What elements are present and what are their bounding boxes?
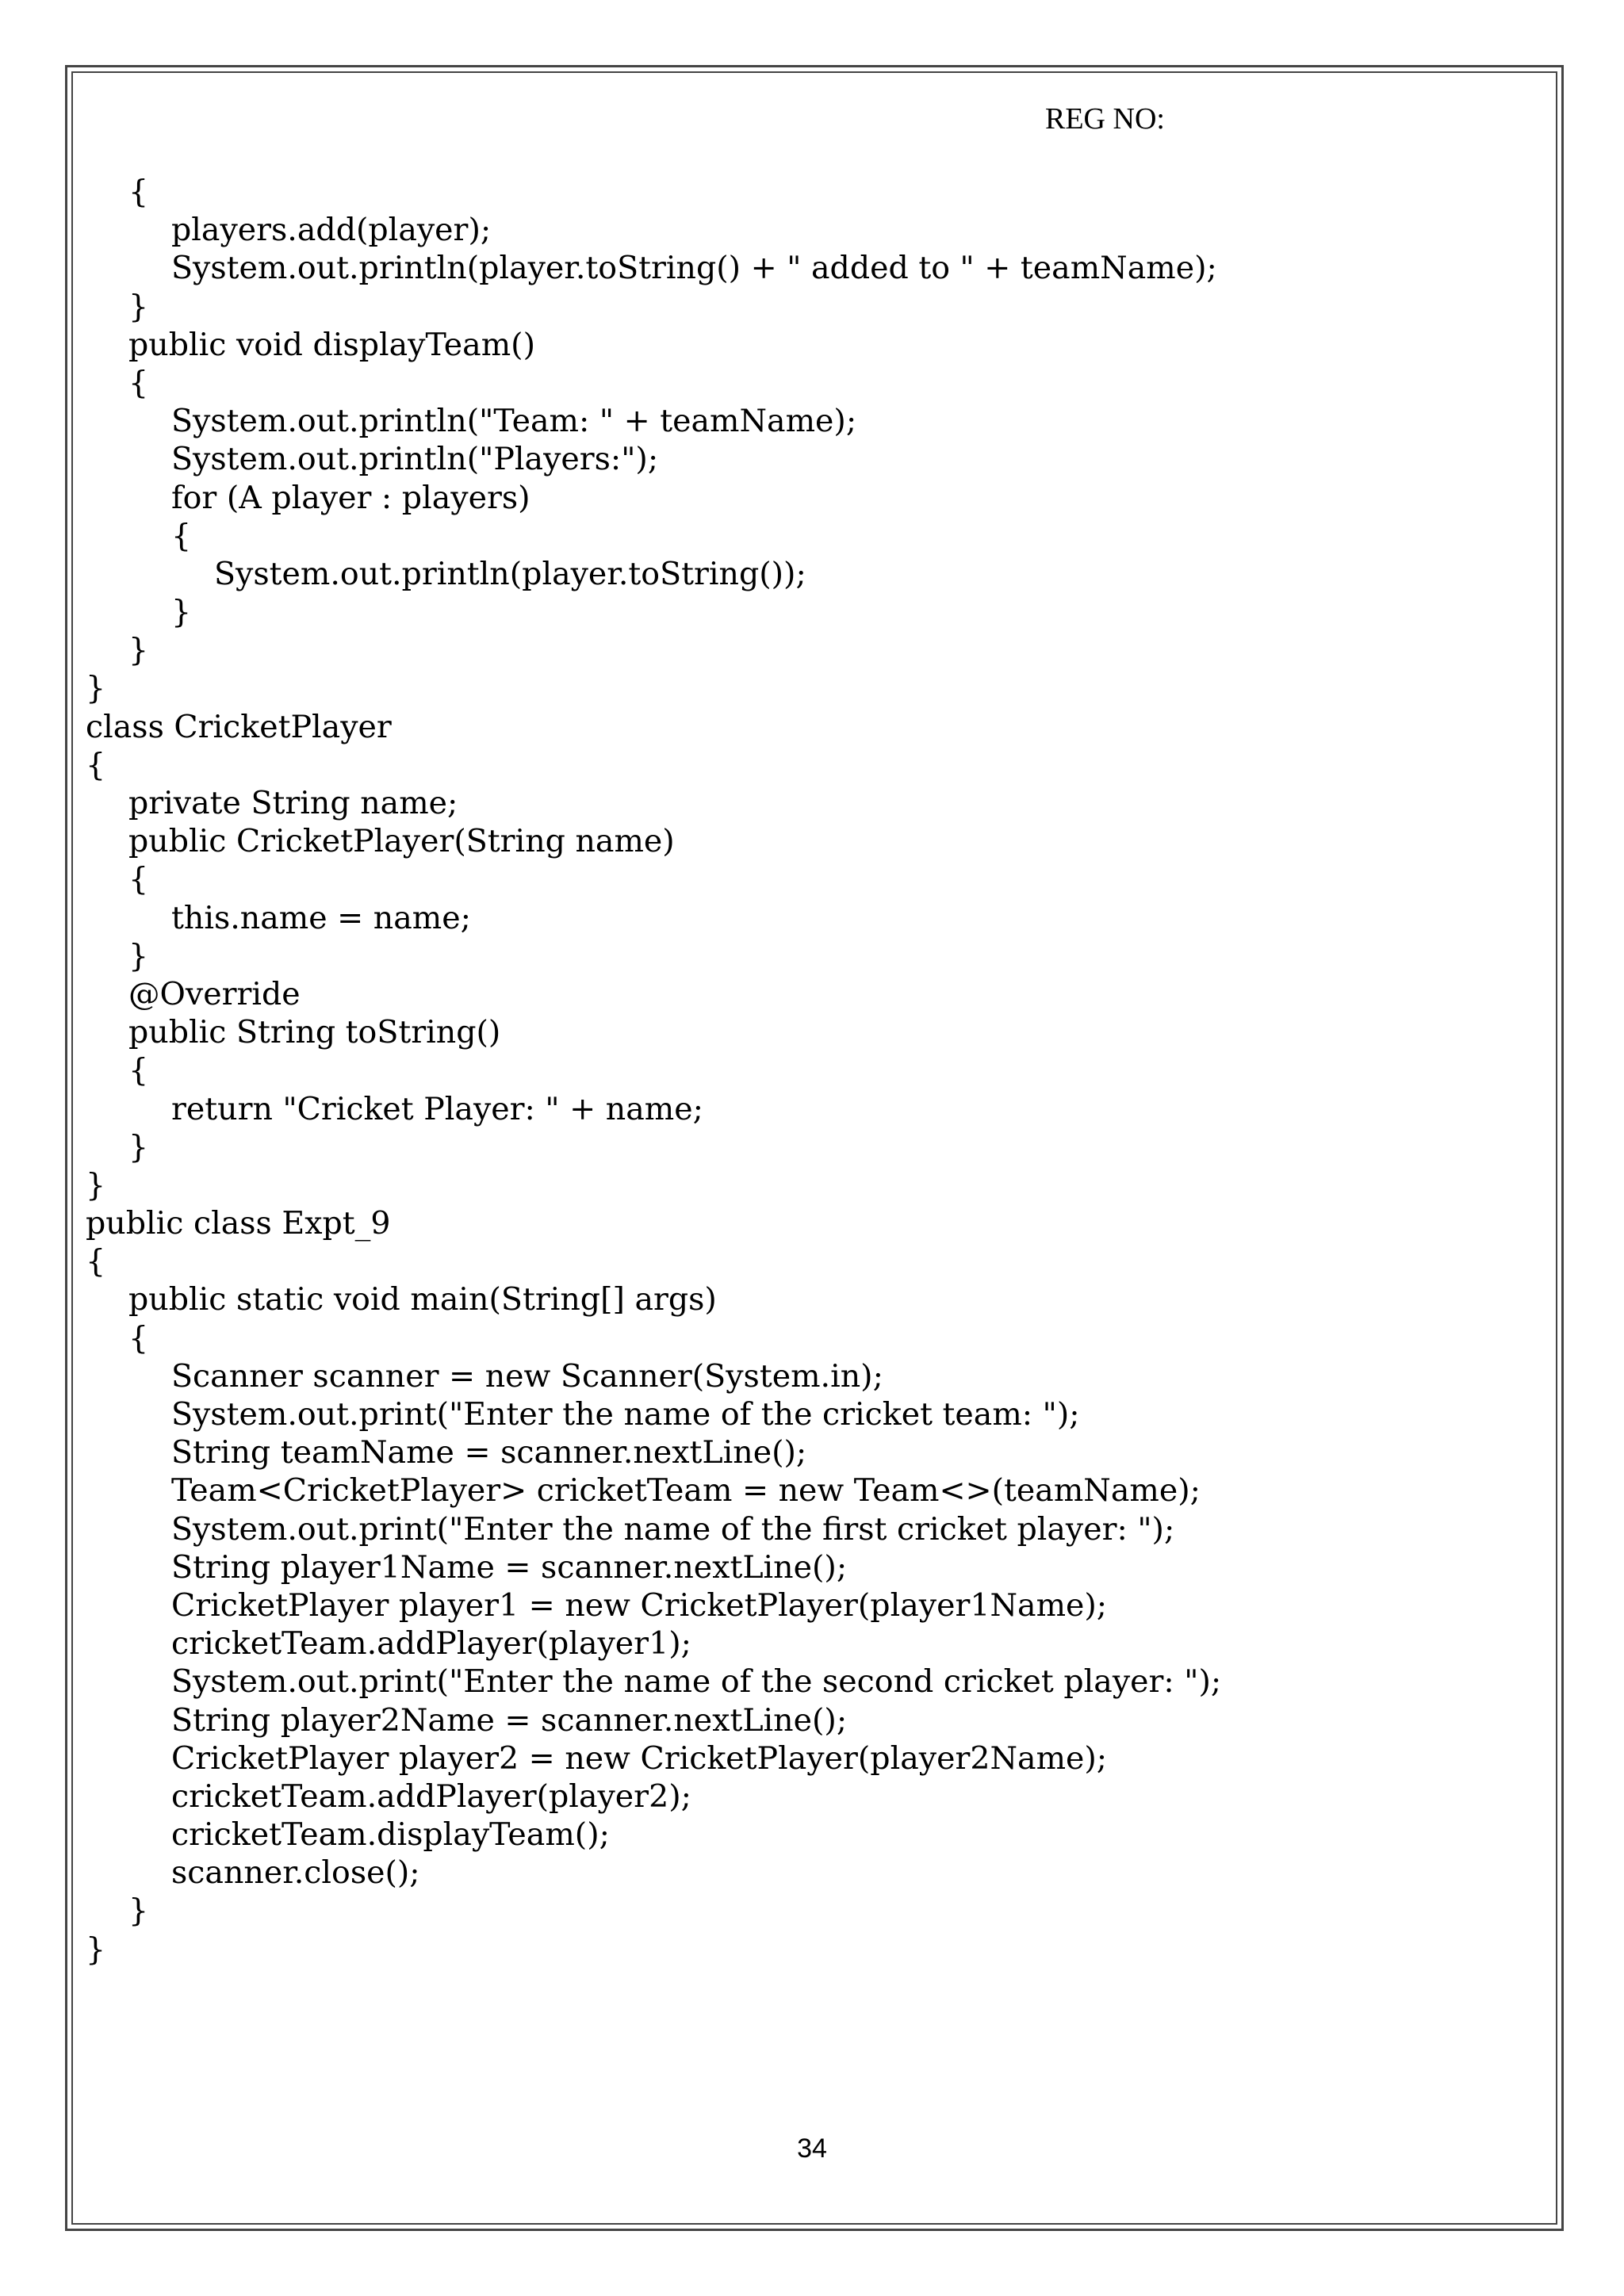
code-line: } [128,937,149,974]
code-line: players.add(player); [171,212,492,249]
code-line: System.out.println("Team: " + teamName); [171,403,857,440]
code-line: System.out.println(player.toString()); [214,555,806,592]
page-number: 34 [797,2133,827,2164]
code-line: public class Expt_9 [86,1205,391,1242]
code-line: CricketPlayer player1 = new CricketPlayer(player1Name); [171,1586,1108,1624]
code-line: Team<CricketPlayer> cricketTeam = new Team<>(teamName); [171,1472,1201,1510]
code-line: System.out.println(player.toString() + " added to " + teamName); [171,250,1217,287]
code-line: String player2Name = scanner.nextLine(); [171,1701,848,1739]
code-line: System.out.print("Enter the name of the cricket team: "); [171,1396,1080,1433]
code-line: } [128,1128,149,1165]
code-line: public void displayTeam() [128,326,535,363]
code-line: String player1Name = scanner.nextLine(); [171,1548,848,1586]
code-line: { [128,861,149,898]
code-line: System.out.print("Enter the name of the second cricket player: "); [171,1663,1222,1701]
code-line: private String name; [128,785,458,821]
code-line: } [86,670,106,707]
reg-no-label: REG NO: [1045,102,1165,136]
code-line: String teamName = scanner.nextLine(); [171,1434,807,1471]
code-line: cricketTeam.addPlayer(player2); [171,1777,691,1815]
code-line: cricketTeam.displayTeam(); [171,1816,610,1854]
code-line: { [128,1052,149,1089]
code-line: } [128,288,149,325]
code-line: System.out.println("Players:"); [171,441,659,478]
code-line: public static void main(String[] args) [128,1281,717,1318]
code-line: scanner.close(); [171,1854,420,1892]
code-line: { [171,517,192,554]
code-line: class CricketPlayer [86,708,392,745]
code-line: @Override [128,975,301,1012]
code-line: public String toString() [128,1014,501,1051]
code-line: { [86,746,106,783]
code-line: this.name = name; [171,899,471,936]
code-line: Scanner scanner = new Scanner(System.in); [171,1357,883,1395]
code-listing [86,173,1221,1969]
code-line: cricketTeam.addPlayer(player1); [171,1625,691,1663]
code-line: { [86,1243,106,1280]
code-line: { [128,1319,149,1357]
code-line: } [128,632,149,669]
code-line: System.out.print("Enter the name of the first cricket player: "); [171,1510,1175,1548]
code-line: public CricketPlayer(String name) [128,823,675,860]
code-line: for (A player : players) [171,479,530,516]
code-line: } [86,1931,106,1968]
code-line: return "Cricket Player: " + name; [171,1090,703,1127]
code-line: } [86,1166,106,1203]
code-line: { [128,174,149,210]
code-line: } [128,1892,149,1930]
code-line: CricketPlayer player2 = new CricketPlayer(player2Name); [171,1739,1108,1777]
code-line: { [128,364,149,401]
code-line: } [171,594,192,631]
